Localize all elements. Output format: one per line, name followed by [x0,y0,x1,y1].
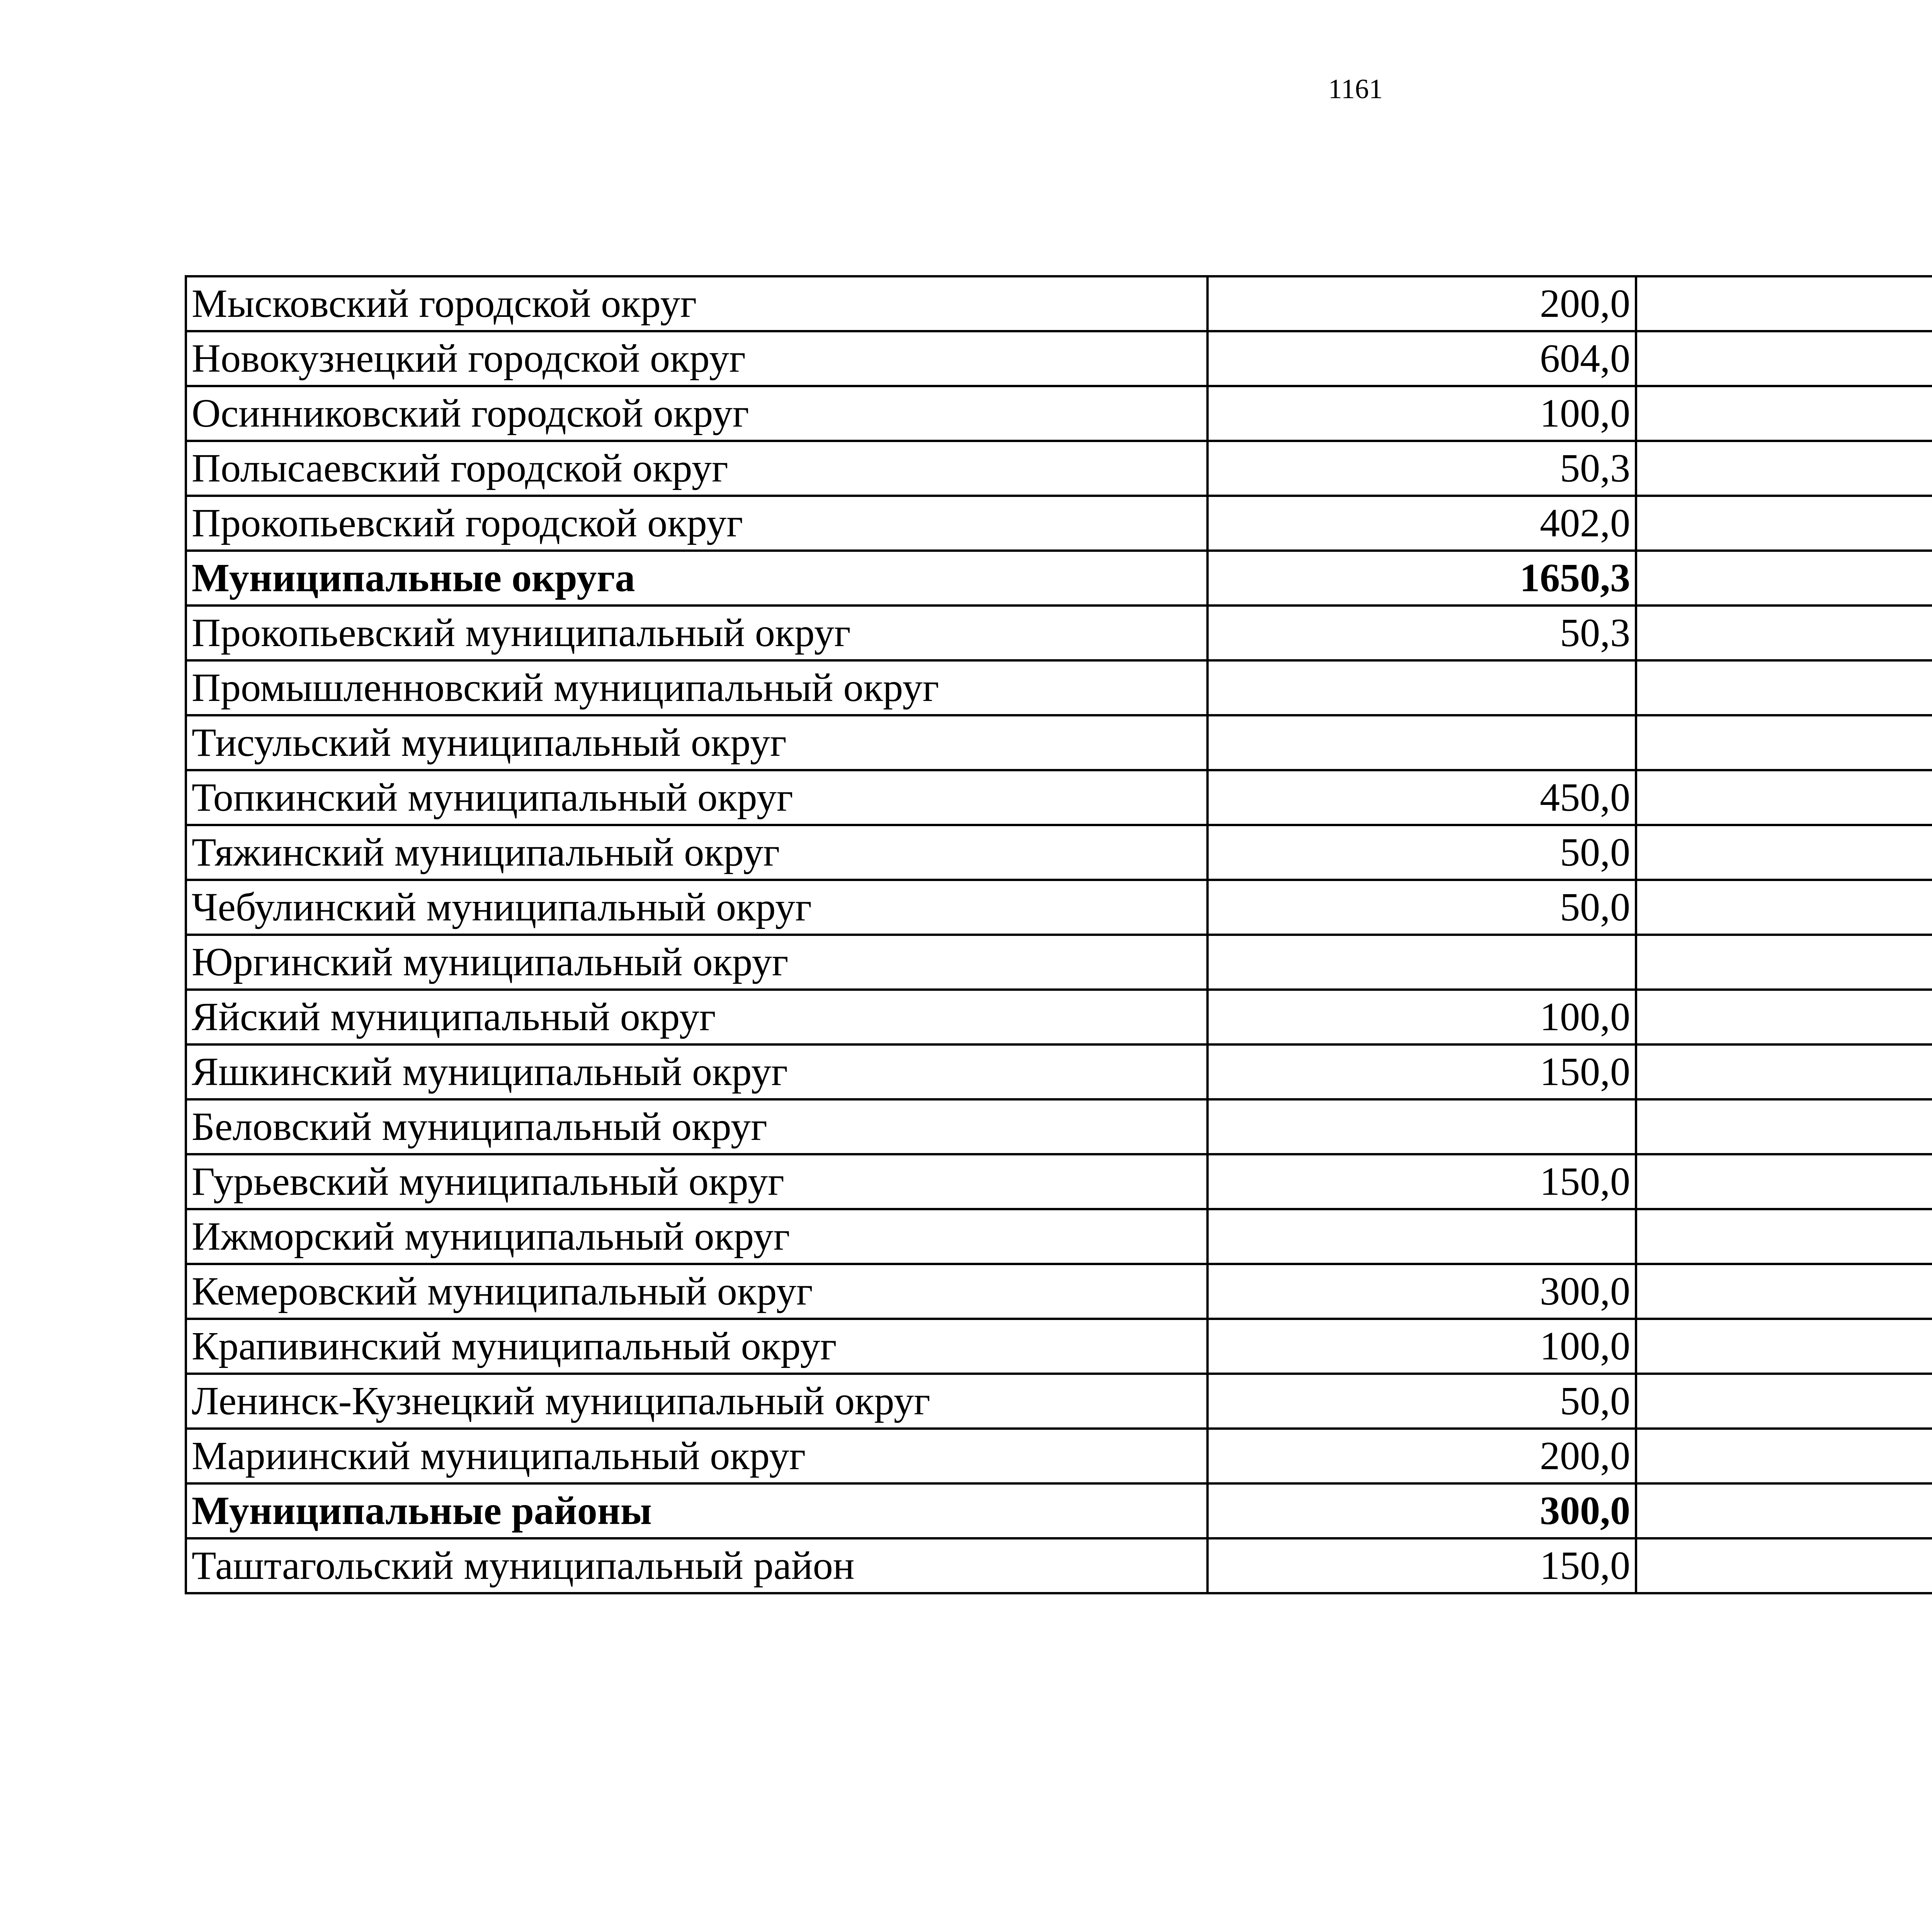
table-row [186,990,1932,1044]
row-name-cell: Таштагольский муниципальный район [186,1538,1208,1593]
value-cell-2 [1636,1374,1932,1429]
row-name-cell: Гурьевский муниципальный округ [186,1154,1208,1209]
table-row [186,496,1932,551]
table-row [186,660,1932,715]
table-row [186,331,1932,386]
value-cell-1: 150,0 [1208,1044,1636,1099]
value-cell-1: 50,0 [1208,1374,1636,1429]
row-name-cell: Кемеровский муниципальный округ [186,1264,1208,1319]
row-name-cell: Топкинский муниципальный округ [186,770,1208,825]
table-row [186,1319,1932,1374]
value-cell-2 [1636,1044,1932,1099]
row-name-cell: Тяжинский муниципальный округ [186,825,1208,880]
value-cell-1: 150,0 [1208,1154,1636,1209]
row-name-cell: Новокузнецкий городской округ [186,331,1208,386]
value-cell-2 [1636,825,1932,880]
row-name-cell: Чебулинский муниципальный округ [186,880,1208,935]
row-name-cell: Тисульский муниципальный округ [186,715,1208,770]
value-cell-1: 50,0 [1208,880,1636,935]
table-row [186,386,1932,441]
row-name-cell: Яшкинский муниципальный округ [186,1044,1208,1099]
value-cell-1: 300,0 [1208,1483,1636,1538]
value-cell-2 [1636,990,1932,1044]
value-cell-2 [1636,1319,1932,1374]
value-cell-2 [1636,386,1932,441]
table-row [186,1264,1932,1319]
row-name-cell: Крапивинский муниципальный округ [186,1319,1208,1374]
row-name-cell: Ленинск-Кузнецкий муниципальный округ [186,1374,1208,1429]
value-cell-2 [1636,331,1932,386]
table-row [186,1154,1932,1209]
page-number: 1161 [1328,73,1383,104]
row-name-cell: Полысаевский городской округ [186,441,1208,496]
value-cell-2 [1636,1099,1932,1154]
subtotal-row [186,551,1932,606]
table-row [186,880,1932,935]
table-row [186,935,1932,990]
value-cell-1: 200,0 [1208,1429,1636,1483]
row-name-cell: Мысковский городской округ [186,276,1208,331]
value-cell-1: 402,0 [1208,496,1636,551]
table-row [186,1429,1932,1483]
budget-table [185,275,1932,1594]
value-cell-1 [1208,1099,1636,1154]
table-row [186,441,1932,496]
value-cell-1: 100,0 [1208,1319,1636,1374]
row-name-cell: Муниципальные округа [186,551,1208,606]
value-cell-1: 100,0 [1208,386,1636,441]
value-cell-2 [1636,935,1932,990]
value-cell-2 [1636,1538,1932,1593]
value-cell-1: 604,0 [1208,331,1636,386]
row-name-cell: Мариинский муниципальный округ [186,1429,1208,1483]
value-cell-2 [1636,1483,1932,1538]
value-cell-2 [1636,660,1932,715]
value-cell-2 [1636,770,1932,825]
table-row [186,1538,1932,1593]
row-name-cell: Осинниковский городской округ [186,386,1208,441]
table-body [186,276,1932,1593]
row-name-cell: Юргинский муниципальный округ [186,935,1208,990]
table-row [186,276,1932,331]
subtotal-row [186,1483,1932,1538]
value-cell-1: 50,3 [1208,441,1636,496]
value-cell-1 [1208,935,1636,990]
row-name-cell: Муниципальные районы [186,1483,1208,1538]
value-cell-2 [1636,496,1932,551]
row-name-cell: Прокопьевский городской округ [186,496,1208,551]
value-cell-1 [1208,715,1636,770]
row-name-cell: Ижморский муниципальный округ [186,1209,1208,1264]
row-name-cell: Промышленновский муниципальный округ [186,660,1208,715]
table-row [186,1044,1932,1099]
value-cell-1: 300,0 [1208,1264,1636,1319]
table-row [186,606,1932,660]
row-name-cell: Прокопьевский муниципальный округ [186,606,1208,660]
value-cell-1: 150,0 [1208,1538,1636,1593]
value-cell-1: 450,0 [1208,770,1636,825]
table-row [186,1099,1932,1154]
value-cell-1: 200,0 [1208,276,1636,331]
value-cell-2 [1636,551,1932,606]
value-cell-2 [1636,276,1932,331]
value-cell-2 [1636,880,1932,935]
table-row [186,715,1932,770]
value-cell-1 [1208,1209,1636,1264]
value-cell-2 [1636,1154,1932,1209]
value-cell-2 [1636,1429,1932,1483]
value-cell-2 [1636,1264,1932,1319]
row-name-cell: Яйский муниципальный округ [186,990,1208,1044]
table-row [186,825,1932,880]
value-cell-1: 1650,3 [1208,551,1636,606]
value-cell-2 [1636,606,1932,660]
row-name-cell: Беловский муниципальный округ [186,1099,1208,1154]
value-cell-2 [1636,441,1932,496]
table-row [186,770,1932,825]
value-cell-2 [1636,1209,1932,1264]
value-cell-1: 50,0 [1208,825,1636,880]
value-cell-1: 50,3 [1208,606,1636,660]
value-cell-2 [1636,715,1932,770]
table-row [186,1209,1932,1264]
value-cell-1 [1208,660,1636,715]
table-row [186,1374,1932,1429]
value-cell-1: 100,0 [1208,990,1636,1044]
